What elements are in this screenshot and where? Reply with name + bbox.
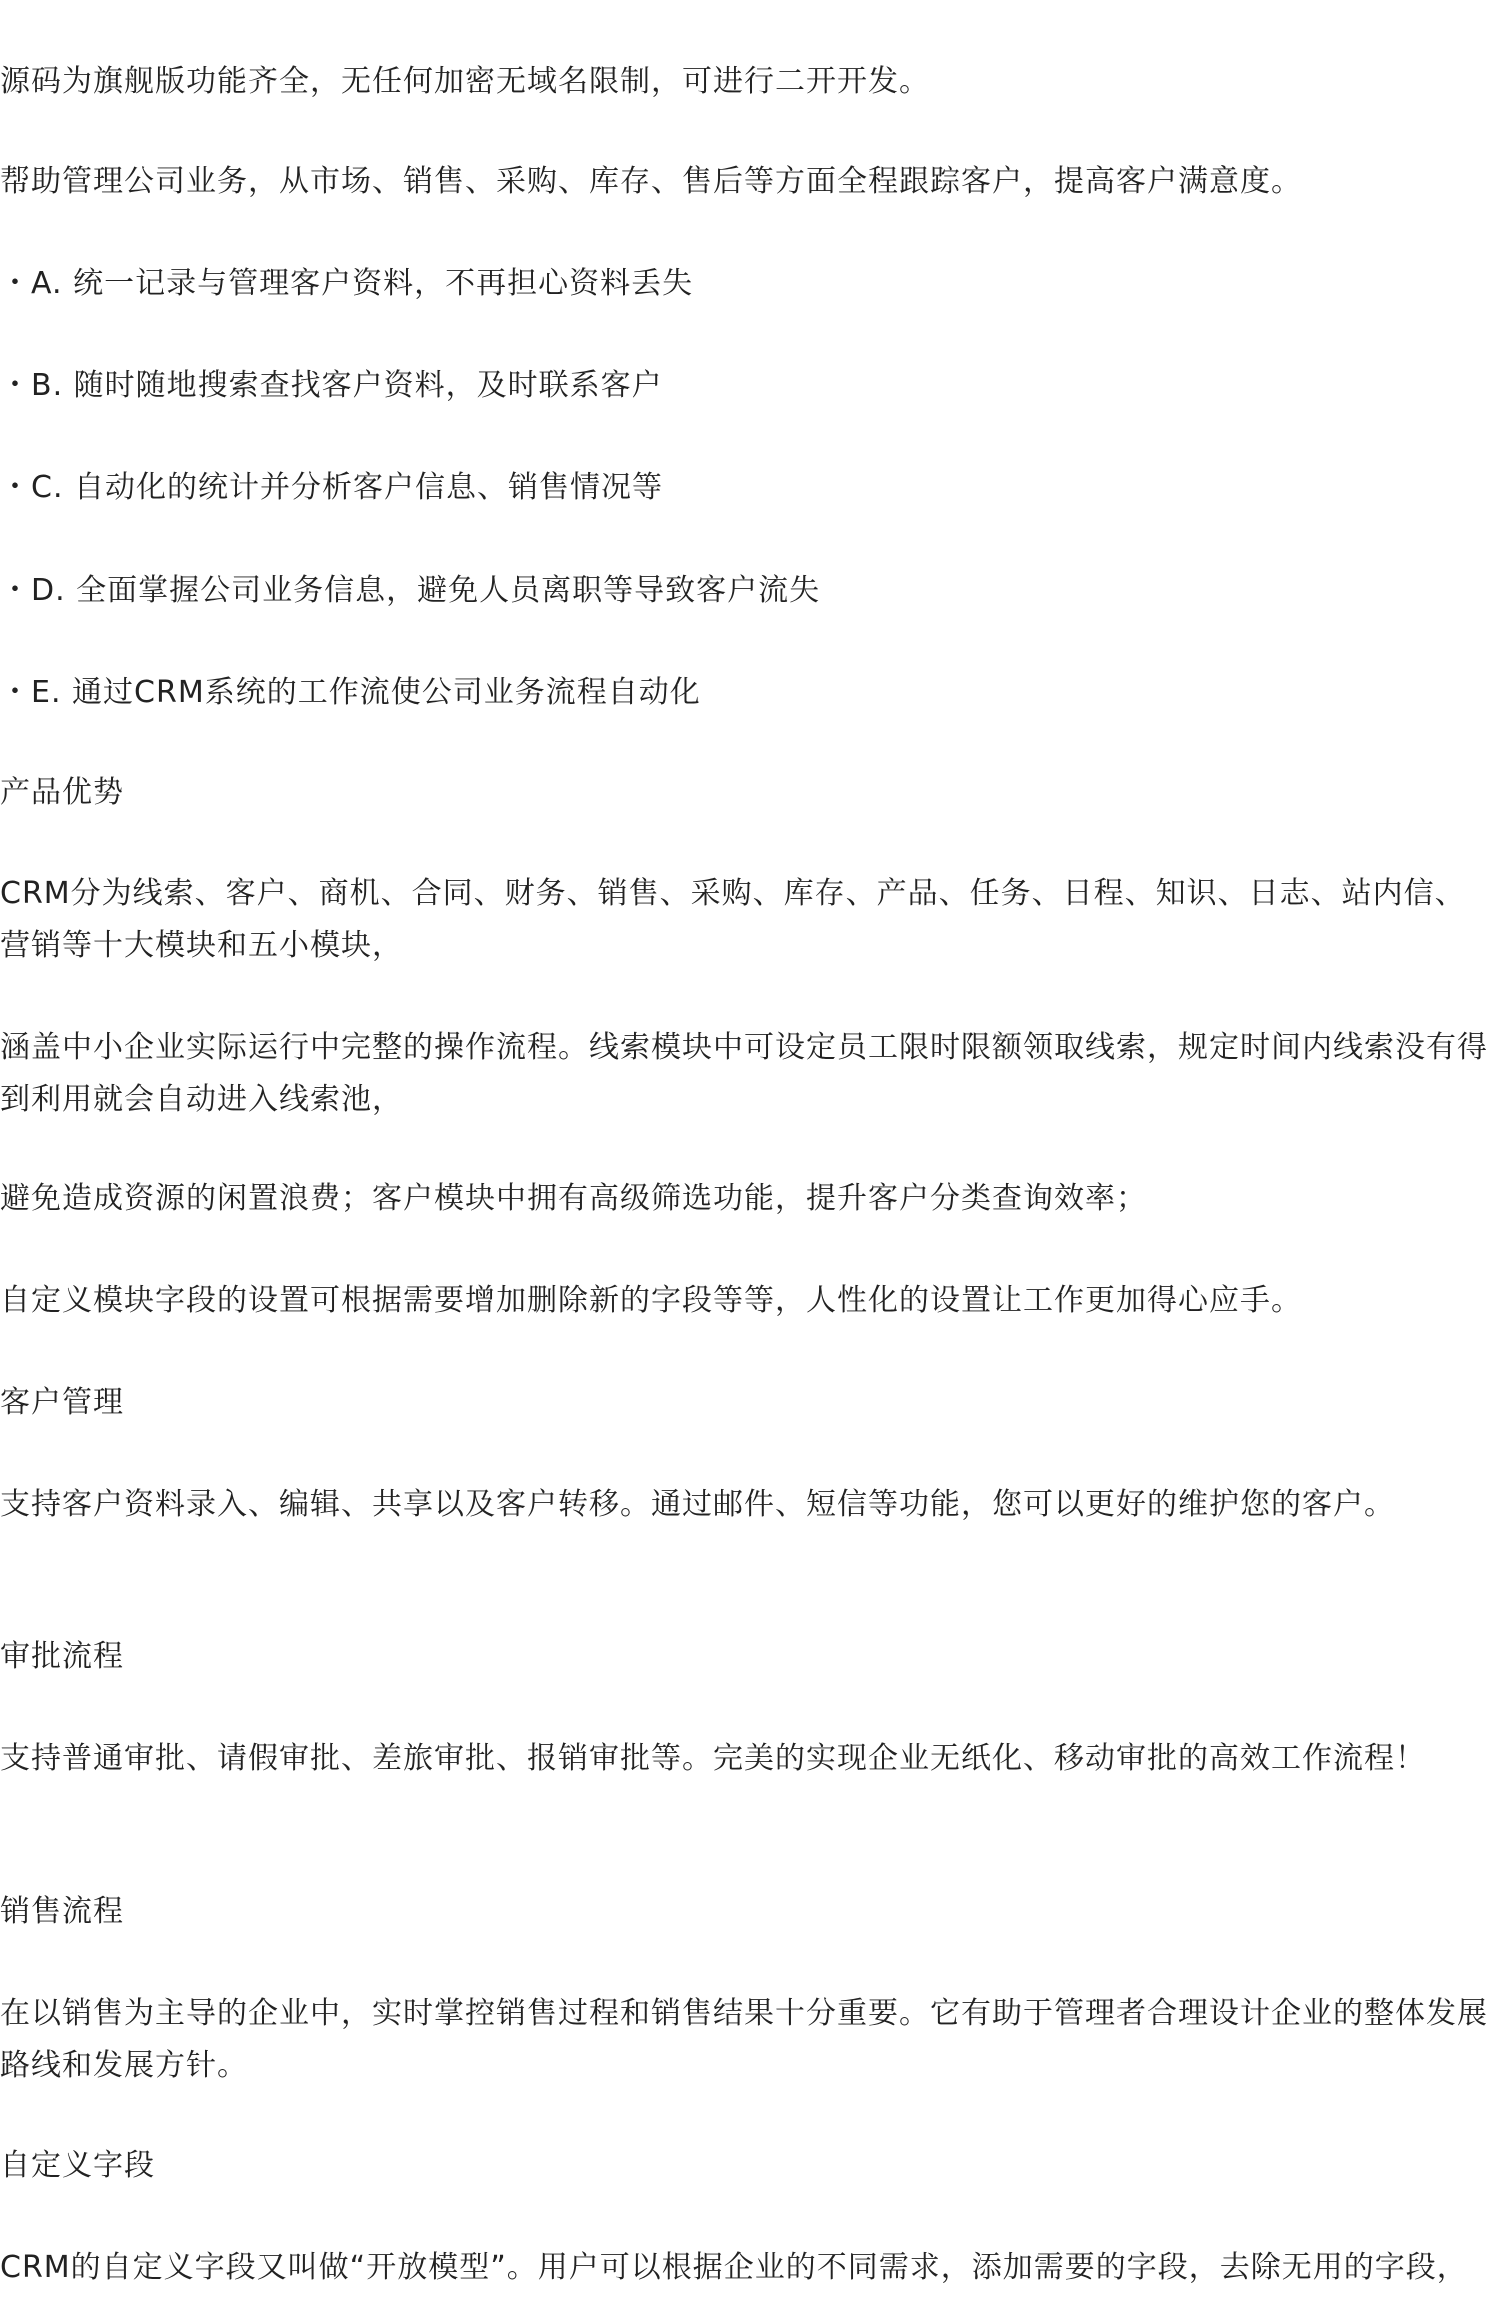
advantages-paragraph-2: 涵盖中小企业实际运行中完整的操作流程。线索模块中可设定员工限时限额领取线索，规定时间内线索没有得到利用就会自动进入线索池， — [0, 1030, 1488, 1117]
section-heading-advantages: 产品优势 — [0, 775, 124, 810]
section-heading-custom-fields: 自定义字段 — [0, 2148, 155, 2183]
approval-process-paragraph: 支持普通审批、请假审批、差旅审批、报销审批等。完美的实现企业无纸化、移动审批的高效工作流程！ — [0, 1741, 1426, 1776]
section-heading-sales-process: 销售流程 — [0, 1894, 124, 1929]
feature-list-item-e: ・E. 通过CRM系统的工作流使公司业务流程自动化 — [0, 675, 701, 710]
feature-list-item-d: ・D. 全面掌握公司业务信息，避免人员离职等导致客户流失 — [0, 573, 821, 608]
feature-list-item-a: ・A. 统一记录与管理客户资料，不再担心资料丢失 — [0, 266, 694, 301]
feature-list-item-c: ・C. 自动化的统计并分析客户信息、销售情况等 — [0, 470, 664, 505]
advantages-paragraph-3: 避免造成资源的闲置浪费；客户模块中拥有高级筛选功能，提升客户分类查询效率； — [0, 1181, 1147, 1216]
feature-list-item-b: ・B. 随时随地搜索查找客户资料，及时联系客户 — [0, 368, 663, 403]
advantages-paragraph-4: 自定义模块字段的设置可根据需要增加删除新的字段等等，人性化的设置让工作更加得心应手。 — [0, 1283, 1302, 1318]
section-heading-approval-process: 审批流程 — [0, 1639, 124, 1674]
section-heading-customer-management: 客户管理 — [0, 1385, 124, 1420]
advantages-paragraph-1: CRM分为线索、客户、商机、合同、财务、销售、采购、库存、产品、任务、日程、知识、日志、站内信、营销等十大模块和五小模块， — [0, 876, 1466, 963]
summary-paragraph: 帮助管理公司业务，从市场、销售、采购、库存、售后等方面全程跟踪客户，提高客户满意度。 — [0, 164, 1302, 199]
intro-paragraph: 源码为旗舰版功能齐全，无任何加密无域名限制，可进行二开开发。 — [0, 64, 930, 99]
sales-process-paragraph: 在以销售为主导的企业中，实时掌控销售过程和销售结果十分重要。它有助于管理者合理设计企业的整体发展路线和发展方针。 — [0, 1996, 1488, 2083]
customer-management-paragraph: 支持客户资料录入、编辑、共享以及客户转移。通过邮件、短信等功能，您可以更好的维护您的客户。 — [0, 1487, 1395, 1522]
custom-fields-paragraph: CRM的自定义字段又叫做“开放模型”。用户可以根据企业的不同需求，添加需要的字段，去除无用的字段， — [0, 2250, 1468, 2285]
